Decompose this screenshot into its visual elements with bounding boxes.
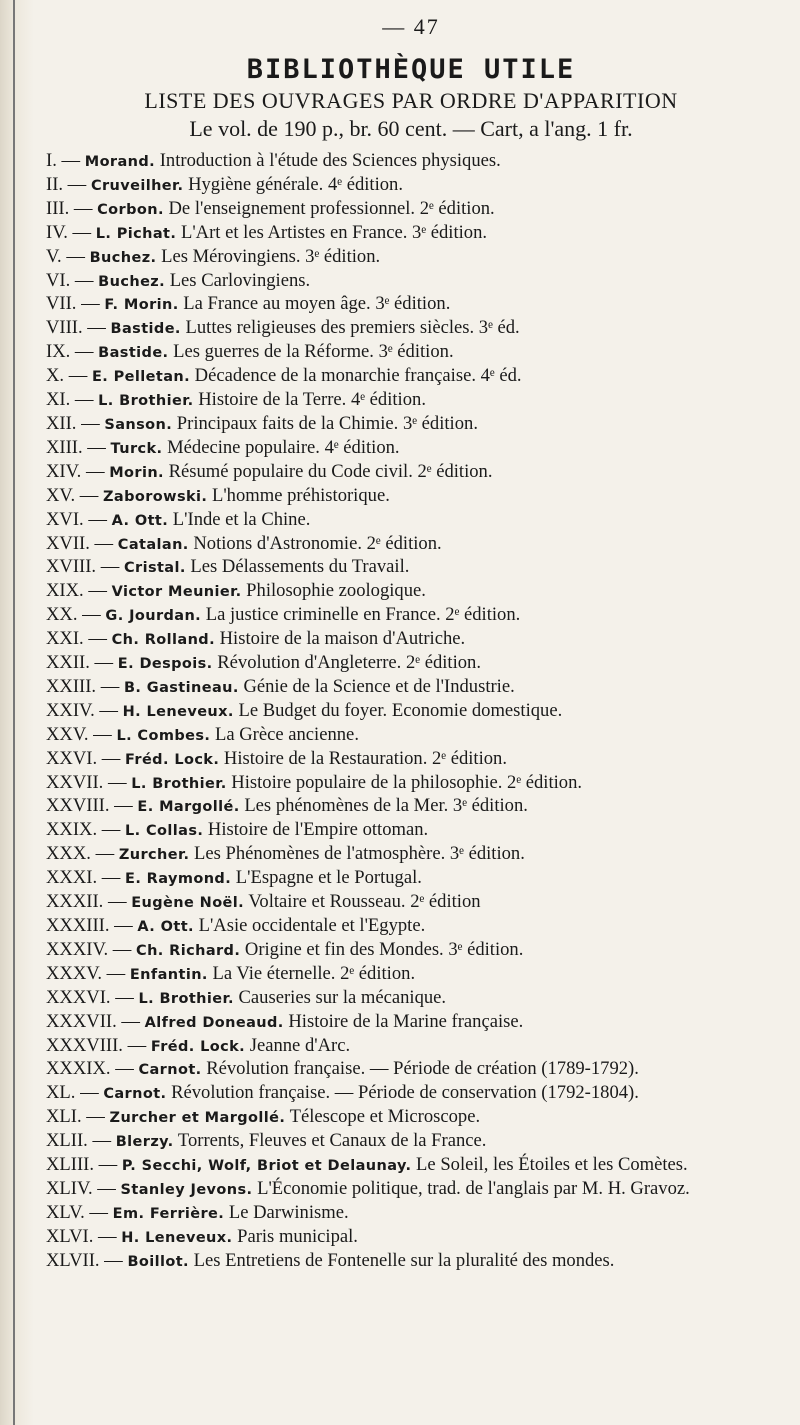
entry-title: Principaux faits de la Chimie. 3ᵉ édition. <box>172 412 478 434</box>
entry-title: Voltaire et Rousseau. 2ᵉ édition <box>244 891 481 913</box>
list-item <box>46 270 776 294</box>
entry-author: L. Brothier. <box>131 775 227 792</box>
entry-title: Médecine populaire. 4ᵉ édition. <box>162 436 400 458</box>
entry-author: Eugène Noël. <box>131 895 245 912</box>
entry-title: Les Mérovingiens. 3ᵉ édition. <box>156 245 381 267</box>
entry-title: L'Art et les Artistes en France. 3ᵉ édition. <box>176 221 488 243</box>
entry-number: X. — <box>46 365 92 387</box>
entry-title: L'Inde et la Chine. <box>168 508 311 530</box>
list-heading: LISTE DES OUVRAGES PAR ORDRE D'APPARITION <box>144 88 678 113</box>
entry-title: Origine et fin des Mondes. 3ᵉ édition. <box>240 938 524 960</box>
entry-author: Enfantin. <box>129 966 208 983</box>
entry-number: XXIII. — <box>46 675 124 697</box>
entry-author: L. Brothier. <box>98 393 194 410</box>
list-item <box>46 485 776 509</box>
entry-number: XLI. — <box>46 1106 110 1128</box>
entry-author: B. Gastineau. <box>123 679 239 696</box>
entry-author: Bastide. <box>110 321 181 338</box>
list-item <box>46 1058 776 1082</box>
entry-number: XXXIV. — <box>46 938 137 960</box>
entry-title: De l'enseignement professionnel. 2ᵉ édition. <box>163 197 495 219</box>
entry-author: E. Despois. <box>117 656 213 673</box>
entry-number: XLVI. — <box>46 1225 122 1247</box>
entry-author: Cruveilher. <box>90 177 184 194</box>
entry-title: L'Économie politique, trad. de l'anglais par M. H. Gravoz. <box>252 1177 690 1199</box>
list-item <box>46 461 776 485</box>
entry-author: H. Leneveux. <box>122 703 234 720</box>
entry-number: XXVII. — <box>46 771 132 793</box>
entry-author: L. Brothier. <box>138 990 234 1007</box>
entry-title: Les Entretiens de Fontenelle sur la pluralité des mondes. <box>188 1249 615 1271</box>
entry-title: Génie de la Science et de l'Industrie. <box>238 675 515 697</box>
entry-number: XVII. — <box>46 532 118 554</box>
list-item <box>46 652 776 676</box>
list-item <box>46 341 776 365</box>
entry-author: Catalan. <box>117 536 189 553</box>
entry-author: E. Raymond. <box>125 871 232 888</box>
list-item <box>46 915 776 939</box>
entry-author: Bastide. <box>98 345 169 362</box>
entry-number: V. — <box>46 245 90 267</box>
entry-number: XI. — <box>46 389 99 411</box>
entry-number: XXXVIII. — <box>46 1034 151 1056</box>
entry-author: Carnot. <box>103 1086 167 1103</box>
list-item <box>46 222 776 246</box>
entry-number: XLV. — <box>46 1201 113 1223</box>
entry-number: XXI. — <box>46 628 112 650</box>
list-item <box>46 365 776 389</box>
entry-author: L. Collas. <box>125 823 204 840</box>
entry-number: III. — <box>46 197 98 219</box>
entry-title: Le Soleil, les Étoiles et les Comètes. <box>411 1154 688 1176</box>
entry-title: Les Carlovingiens. <box>165 269 311 291</box>
entry-title: Causeries sur la mécanique. <box>233 986 447 1008</box>
list-item <box>46 246 776 270</box>
entry-number: XXVIII. — <box>46 795 138 817</box>
entry-number: XXXV. — <box>46 962 130 984</box>
entry-number: XVIII. — <box>46 556 124 578</box>
entry-number: IX. — <box>46 341 99 363</box>
works-list <box>46 150 776 1274</box>
entry-number: XIII. — <box>46 436 111 458</box>
entry-author: G. Jourdan. <box>105 608 202 625</box>
entry-title: Les phénomènes de la Mer. 3ᵉ édition. <box>239 795 528 817</box>
list-item <box>46 843 776 867</box>
list-item <box>46 1178 776 1202</box>
list-item <box>46 772 776 796</box>
entry-title: Révolution d'Angleterre. 2ᵉ édition. <box>212 652 481 674</box>
entry-title: Philosophie zoologique. <box>241 580 426 602</box>
entry-author: Fréd. Lock. <box>125 751 220 768</box>
entry-title: Hygiène générale. 4ᵉ édition. <box>183 173 403 195</box>
entry-title: Histoire de la Marine française. <box>283 1010 524 1032</box>
entry-author: A. Ott. <box>111 512 169 529</box>
entry-author: L. Combes. <box>116 727 211 744</box>
entry-number: XV. — <box>46 484 103 506</box>
entry-number: XL. — <box>46 1082 104 1104</box>
entry-author: Em. Ferrière. <box>112 1205 225 1222</box>
entry-number: XII. — <box>46 412 105 434</box>
entry-author: E. Pelletan. <box>91 369 191 386</box>
list-item <box>46 1250 776 1274</box>
list-item <box>46 509 776 533</box>
entry-author: Buchez. <box>98 273 166 290</box>
entry-title: La Grèce ancienne. <box>210 723 359 745</box>
document-page <box>46 14 776 1274</box>
entry-author: P. Secchi, Wolf, Briot et Delaunay. <box>121 1158 412 1175</box>
entry-number: XXXVII. — <box>46 1010 145 1032</box>
list-item <box>46 437 776 461</box>
entry-author: Stanley Jevons. <box>120 1181 253 1198</box>
entry-number: II. — <box>46 173 91 195</box>
entry-author: Zurcher. <box>118 847 190 864</box>
entry-title: Révolution française. — Période de création (1789-1792). <box>201 1058 639 1080</box>
list-item <box>46 533 776 557</box>
entry-number: XXXIII. — <box>46 915 138 936</box>
entry-author: Boillot. <box>127 1253 189 1270</box>
entry-author: Zaborowski. <box>103 488 208 505</box>
series-title: BIBLIOTHÈQUE UTILE <box>246 54 576 85</box>
list-item <box>46 628 776 652</box>
entry-title: Le Darwinisme. <box>224 1201 349 1223</box>
list-item <box>46 891 776 915</box>
list-item <box>46 1106 776 1130</box>
entry-title: L'Espagne et le Portugal. <box>231 867 422 889</box>
entry-author: A. Ott. <box>137 919 194 935</box>
list-item <box>46 1130 776 1154</box>
entry-title: Révolution française. — Période de conservation (1792-1804). <box>166 1082 639 1104</box>
entry-title: Résumé populaire du Code civil. 2ᵉ édition. <box>163 460 493 482</box>
entry-title: Histoire de l'Empire ottoman. <box>203 819 429 841</box>
list-item <box>46 174 776 198</box>
entry-author: Buchez. <box>89 249 157 266</box>
entry-title: Luttes religieuses des premiers siècles. 3ᵉ éd. <box>180 317 520 339</box>
entry-title: Histoire de la Terre. 4ᵉ édition. <box>193 389 426 411</box>
entry-title: Le Budget du foyer. Economie domestique. <box>233 699 563 721</box>
entry-number: XLIV. — <box>46 1177 121 1199</box>
entry-title: Paris municipal. <box>232 1225 358 1247</box>
entry-title: Décadence de la monarchie française. 4ᵉ éd. <box>190 365 522 387</box>
entry-number: XIX. — <box>46 580 112 602</box>
entry-number: IV. — <box>46 221 96 243</box>
entry-number: XXIV. — <box>46 699 123 721</box>
entry-title: La Vie éternelle. 2ᵉ édition. <box>207 962 416 984</box>
list-item <box>46 819 776 843</box>
list-item <box>46 1082 776 1106</box>
entry-title: Les Délassements du Travail. <box>185 556 410 578</box>
entry-title: Histoire populaire de la philosophie. 2ᵉ édition. <box>226 771 583 793</box>
entry-author: Victor Meunier. <box>111 584 242 601</box>
list-item <box>46 389 776 413</box>
book-spine-shadow <box>0 0 34 1425</box>
entry-title: Notions d'Astronomie. 2ᵉ édition. <box>188 532 442 554</box>
page-number: — 47 <box>382 14 440 39</box>
entry-title: La justice criminelle en France. 2ᵉ édition. <box>201 604 521 626</box>
list-item <box>46 1011 776 1035</box>
entry-title: Télescope et Microscope. <box>285 1106 481 1128</box>
list-item <box>46 604 776 628</box>
spine-rule <box>13 0 15 1425</box>
entry-author: Morin. <box>109 464 164 481</box>
entry-author: Fréd. Lock. <box>150 1038 246 1055</box>
entry-number: XXX. — <box>46 843 119 865</box>
entry-number: VI. — <box>46 269 99 291</box>
entry-author: Zurcher et Margollé. <box>109 1110 286 1127</box>
entry-number: XIV. — <box>46 460 110 482</box>
entry-author: Cristal. <box>123 560 186 577</box>
price-line: Le vol. de 190 p., br. 60 cent. — Cart, a l'ang. 1 fr. <box>189 116 633 141</box>
entry-title: L'Asie occidentale et l'Egypte. <box>193 915 426 936</box>
list-item <box>46 150 776 174</box>
entry-number: XX. — <box>46 604 106 626</box>
entry-title: La France au moyen âge. 3ᵉ édition. <box>178 293 451 315</box>
entry-title: L'homme préhistorique. <box>207 484 390 506</box>
entry-number: I. — <box>46 150 85 171</box>
entry-author: Blerzy. <box>115 1134 174 1151</box>
entry-number: XXXI. — <box>46 867 126 889</box>
entry-title: Histoire de la Restauration. 2ᵉ édition. <box>219 747 508 769</box>
list-item <box>46 198 776 222</box>
entry-number: XLIII. — <box>46 1154 122 1176</box>
entry-number: XLVII. — <box>46 1249 128 1271</box>
entry-author: E. Margollé. <box>137 799 240 816</box>
list-item <box>46 676 776 700</box>
entry-number: XXXIX. — <box>46 1058 139 1080</box>
entry-title: Introduction à l'étude des Sciences physiques. <box>155 150 501 171</box>
entry-number: XXXII. — <box>46 891 132 913</box>
entry-number: XLII. — <box>46 1130 116 1152</box>
entry-number: XXVI. — <box>46 747 126 769</box>
list-item <box>46 700 776 724</box>
entry-number: XXXVI. — <box>46 986 139 1008</box>
entry-author: Carnot. <box>138 1062 202 1079</box>
list-item <box>46 939 776 963</box>
entry-title: Histoire de la maison d'Autriche. <box>214 628 466 650</box>
entry-author: Sanson. <box>104 416 173 433</box>
entry-number: XVI. — <box>46 508 112 530</box>
entry-author: H. Leneveux. <box>121 1229 233 1246</box>
entry-author: Corbon. <box>97 201 164 218</box>
list-item <box>46 580 776 604</box>
entry-number: XXII. — <box>46 652 118 674</box>
entry-author: Ch. Richard. <box>136 942 241 959</box>
list-item <box>46 1226 776 1250</box>
list-item <box>46 293 776 317</box>
list-item <box>46 413 776 437</box>
list-item <box>46 1202 776 1226</box>
entry-title: Les Phénomènes de l'atmosphère. 3ᵉ édition. <box>189 843 525 865</box>
entry-author: Morand. <box>84 154 156 170</box>
list-item <box>46 748 776 772</box>
list-item <box>46 556 776 580</box>
entry-author: F. Morin. <box>104 297 179 314</box>
entry-title: Les guerres de la Réforme. 3ᵉ édition. <box>168 341 454 363</box>
entry-title: Jeanne d'Arc. <box>245 1034 351 1056</box>
list-item <box>46 795 776 819</box>
list-item <box>46 1035 776 1059</box>
entry-author: Turck. <box>110 440 163 457</box>
list-item <box>46 867 776 891</box>
entry-number: XXIX. — <box>46 819 126 841</box>
entry-author: Ch. Rolland. <box>111 632 215 649</box>
entry-number: VII. — <box>46 293 105 315</box>
entry-number: VIII. — <box>46 317 111 339</box>
entry-number: XXV. — <box>46 723 117 745</box>
entry-title: Torrents, Fleuves et Canaux de la France. <box>173 1130 487 1152</box>
list-item <box>46 963 776 987</box>
list-item <box>46 317 776 341</box>
list-item <box>46 1154 776 1178</box>
list-item <box>46 724 776 748</box>
entry-author: L. Pichat. <box>95 225 177 242</box>
list-item <box>46 987 776 1011</box>
entry-author: Alfred Doneaud. <box>144 1014 284 1031</box>
